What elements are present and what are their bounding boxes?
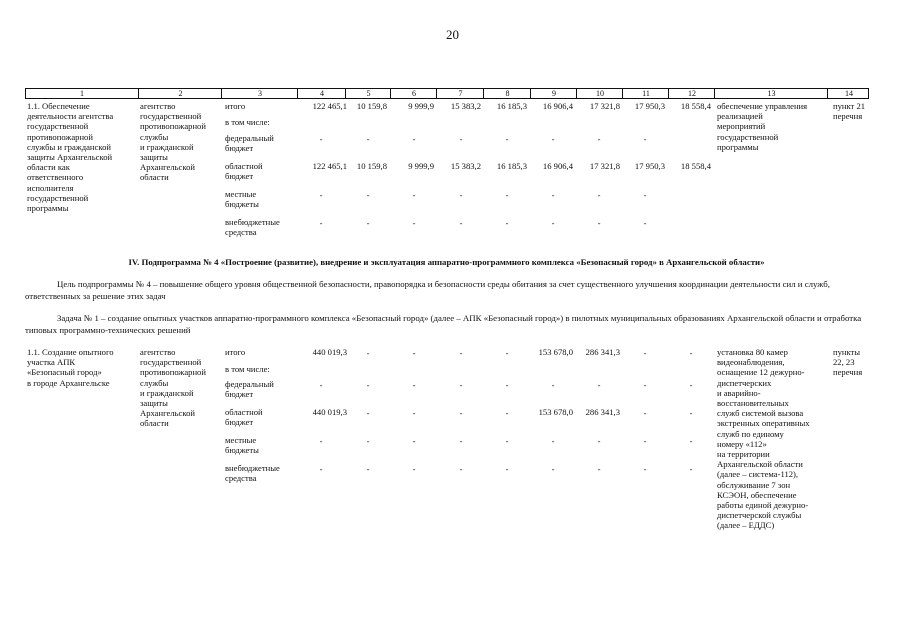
dash: - <box>412 190 416 200</box>
row1-total-c4: 122 465,1 <box>312 101 347 111</box>
dash: - <box>319 190 323 200</box>
row1-regional-c12: 18 558,4 <box>680 161 711 171</box>
dash: - <box>366 408 370 418</box>
dash: - <box>597 464 601 474</box>
dash: - <box>505 436 509 446</box>
col-header-6: 6 <box>390 89 437 99</box>
dash: - <box>319 380 323 390</box>
dash: - <box>366 134 370 144</box>
row1-source-federal: федеральный бюджет <box>225 133 274 154</box>
dash: - <box>643 436 647 446</box>
col-header-14: 14 <box>827 89 870 99</box>
dash: - <box>689 408 693 418</box>
header-bottom-border <box>25 98 868 99</box>
dash: - <box>689 464 693 474</box>
dash: - <box>459 348 463 358</box>
dash: - <box>689 348 693 358</box>
row1-name: 1.1. Обеспечение деятельности агентства государственной противопожарной службы и гражданской защиты Архангельской области как ответственного исполнителя государственной программы <box>27 101 114 214</box>
row1-source-local: местные бюджеты <box>225 189 259 210</box>
dash: - <box>597 380 601 390</box>
dash: - <box>505 218 509 228</box>
col-header-3: 3 <box>221 89 298 99</box>
dash: - <box>551 190 555 200</box>
dash: - <box>412 408 416 418</box>
dash: - <box>505 464 509 474</box>
dash: - <box>366 190 370 200</box>
task-paragraph: Задача № 1 – создание опытных участков аппаратно-программного комплекса «Безопасный город» (далее – АПК «Безопасный город») в пилотных муниципальных образованиях Архангельской области и отработка типовых программно-технических решений <box>25 313 862 335</box>
row1-source-total: итого <box>225 101 246 111</box>
row1-regional-c4: 122 465,1 <box>312 161 347 171</box>
dash: - <box>643 134 647 144</box>
col-header-12: 12 <box>668 89 715 99</box>
row2-regional-c4: 440 019,3 <box>312 407 347 417</box>
row1-result: обеспечение управления реализацией мероприятий государственной программы <box>717 101 808 152</box>
dash: - <box>643 348 647 358</box>
row1-regional-c9: 16 906,4 <box>542 161 573 171</box>
page-number: 20 <box>446 27 459 42</box>
row2-source-regional: областной бюджет <box>225 407 263 428</box>
dash: - <box>689 436 693 446</box>
col-header-5: 5 <box>345 89 391 99</box>
dash: - <box>597 436 601 446</box>
row2-source-local: местные бюджеты <box>225 435 259 456</box>
dash: - <box>505 134 509 144</box>
dash: - <box>689 380 693 390</box>
row1-total-c8: 16 185,3 <box>496 101 527 111</box>
dash: - <box>597 134 601 144</box>
dash: - <box>551 464 555 474</box>
row2-regional-c9: 153 678,0 <box>538 407 573 417</box>
col-header-7: 7 <box>436 89 484 99</box>
dash: - <box>551 218 555 228</box>
dash: - <box>412 436 416 446</box>
col-header-13: 13 <box>714 89 828 99</box>
dash: - <box>412 380 416 390</box>
dash: - <box>319 134 323 144</box>
row2-result: установка 80 камер видеонаблюдения, оснащение 12 дежурно- диспетчерских и аварийно- восстановительных служб системой вызова экстренных оперативных служб по единому номеру «112» на территории Архангельской области (далее – система-112), обслуживание 7 зон КСЭОН, обеспечение работы единой дежурно- диспетчерской службы (далее – ЕДДС) <box>717 347 810 531</box>
dash: - <box>643 408 647 418</box>
row1-executor: агентство государственной противопожарной службы и гражданской защиты Архангельской области <box>140 101 206 183</box>
col-header-10: 10 <box>576 89 623 99</box>
dash: - <box>412 464 416 474</box>
dash: - <box>643 218 647 228</box>
dash: - <box>459 380 463 390</box>
dash: - <box>366 218 370 228</box>
dash: - <box>505 190 509 200</box>
dash: - <box>551 380 555 390</box>
dash: - <box>597 190 601 200</box>
row2-source-incl: в том числе: <box>225 364 270 374</box>
dash: - <box>366 348 370 358</box>
dash: - <box>412 348 416 358</box>
col-header-2: 2 <box>138 89 222 99</box>
row1-source-incl: в том числе: <box>225 117 270 127</box>
row1-regional-c7: 15 383,2 <box>450 161 481 171</box>
row1-regional-c8: 16 185,3 <box>496 161 527 171</box>
dash: - <box>459 464 463 474</box>
dash: - <box>643 380 647 390</box>
row1-regional-c5: 10 159,8 <box>356 161 387 171</box>
row2-regional-c10: 286 341,3 <box>585 407 620 417</box>
col-header-4: 4 <box>297 89 346 99</box>
row2-source-extrabudget: внебюджетные средства <box>225 463 280 484</box>
row1-total-c9: 16 906,4 <box>542 101 573 111</box>
row1-reference: пункт 21 перечня <box>833 101 866 122</box>
row1-total-c11: 17 950,3 <box>634 101 665 111</box>
col-header-9: 9 <box>530 89 577 99</box>
dash: - <box>643 190 647 200</box>
dash: - <box>459 436 463 446</box>
dash: - <box>319 464 323 474</box>
dash: - <box>366 380 370 390</box>
row1-source-extrabudget: внебюджетные средства <box>225 217 280 238</box>
dash: - <box>551 134 555 144</box>
row2-executor: агентство государственной противопожарной службы и гражданской защиты Архангельской области <box>140 347 206 429</box>
dash: - <box>459 408 463 418</box>
dash: - <box>505 408 509 418</box>
row1-total-c12: 18 558,4 <box>680 101 711 111</box>
row2-name: 1.1. Создание опытного участка АПК «Безопасный город» в городе Архангельске <box>27 347 114 388</box>
dash: - <box>412 134 416 144</box>
row2-total-c10: 286 341,3 <box>585 347 620 357</box>
dash: - <box>459 218 463 228</box>
dash: - <box>366 436 370 446</box>
row2-source-federal: федеральный бюджет <box>225 379 274 400</box>
dash: - <box>551 436 555 446</box>
dash: - <box>319 436 323 446</box>
dash: - <box>643 464 647 474</box>
row1-total-c6: 9 999,9 <box>408 101 434 111</box>
dash: - <box>412 218 416 228</box>
col-header-8: 8 <box>483 89 531 99</box>
row1-total-c10: 17 321,8 <box>589 101 620 111</box>
dash: - <box>597 218 601 228</box>
row1-total-c5: 10 159,8 <box>356 101 387 111</box>
row2-total-c9: 153 678,0 <box>538 347 573 357</box>
col-header-1: 1 <box>80 89 84 98</box>
dash: - <box>459 134 463 144</box>
row2-total-c4: 440 019,3 <box>312 347 347 357</box>
goal-paragraph: Цель подпрограммы № 4 – повышение общего уровня общественной безопасности, правопорядка и безопасности среды обитания за счет существенного улучшения координации деятельности сил и служб, ответственных за решение этих задач <box>25 279 830 301</box>
dash: - <box>505 380 509 390</box>
row1-source-regional: областной бюджет <box>225 161 263 182</box>
row1-total-c7: 15 383,2 <box>450 101 481 111</box>
row1-regional-c6: 9 999,9 <box>408 161 434 171</box>
row2-reference: пункты 22, 23 перечня <box>833 347 863 378</box>
dash: - <box>366 464 370 474</box>
dash: - <box>319 218 323 228</box>
dash: - <box>459 190 463 200</box>
section-heading: IV. Подпрограмма № 4 «Построение (развитие), внедрение и эксплуатация аппаратно-программного комплекса «Безопасный город» в Архангельской области» <box>128 257 765 267</box>
row1-regional-c10: 17 321,8 <box>589 161 620 171</box>
row1-regional-c11: 17 950,3 <box>634 161 665 171</box>
row2-source-total: итого <box>225 347 246 357</box>
dash: - <box>505 348 509 358</box>
col-header-11: 11 <box>622 89 669 99</box>
